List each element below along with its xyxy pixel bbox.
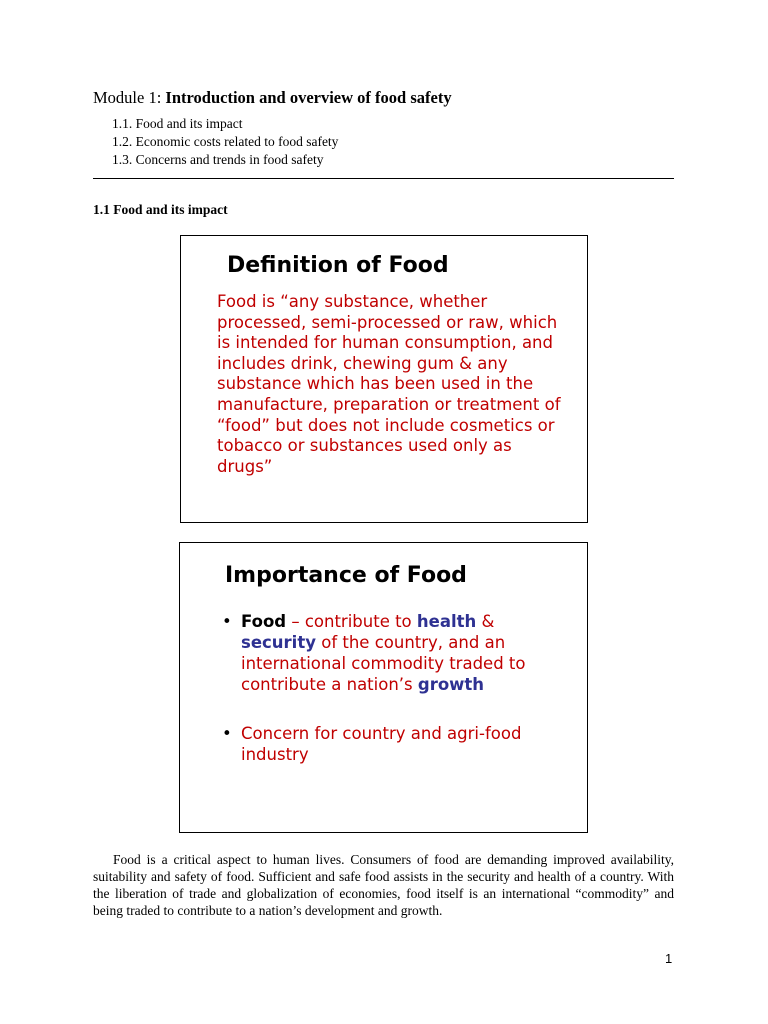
term-security: security [241, 633, 316, 652]
term-health: health [416, 612, 477, 631]
module-title-text: Introduction and overview of food safety [165, 88, 452, 107]
slide-definition-of-food [180, 235, 588, 523]
toc-item: 1.3. Concerns and trends in food safety [112, 152, 324, 167]
definition-text: Food is “any substance, whether processed, semi-processed or raw, which is intended for human consumption, and includes drink, chewing gum & any substance which has been used in the manufacture, preparation or treatment of “food” but does not include cosmetics or tobacco or substances used only as drugs” [217, 292, 561, 476]
bullet-item [222, 723, 551, 765]
term-growth: growth [417, 675, 485, 694]
section-heading: 1.1 Food and its impact [93, 202, 228, 217]
slide-title: Importance of Food [225, 563, 467, 588]
bullet-icon: • [222, 724, 232, 743]
toc-item: 1.1. Food and its impact [112, 116, 243, 131]
module-title [93, 88, 452, 108]
slide-title: Definition of Food [227, 253, 449, 278]
page-number: 1 [665, 951, 673, 966]
module-prefix: Module 1: [93, 88, 162, 107]
toc-item: 1.2. Economic costs related to food safety [112, 134, 339, 149]
bullet-icon: • [222, 612, 232, 631]
horizontal-rule [93, 178, 674, 179]
bullet-text: Concern for country and agri-food industry [241, 724, 522, 764]
slide-importance-of-food [179, 542, 588, 833]
body-paragraph: Food is a critical aspect to human lives. Consumers of food are demanding improved availability, suitability and safety of food. Sufficient and safe food assists in the security and health of a country. With the liberation of trade and globalization of economies, food itself is an international “commodity” and being traded to contribute to a nation’s development and growth. [93, 852, 674, 918]
term-food: Food [241, 612, 287, 631]
bullet-item: • Food – contribute to health & security of the country, and an international commodity traded to contribute a nation’s growth [222, 612, 526, 694]
table-of-contents [112, 115, 338, 169]
